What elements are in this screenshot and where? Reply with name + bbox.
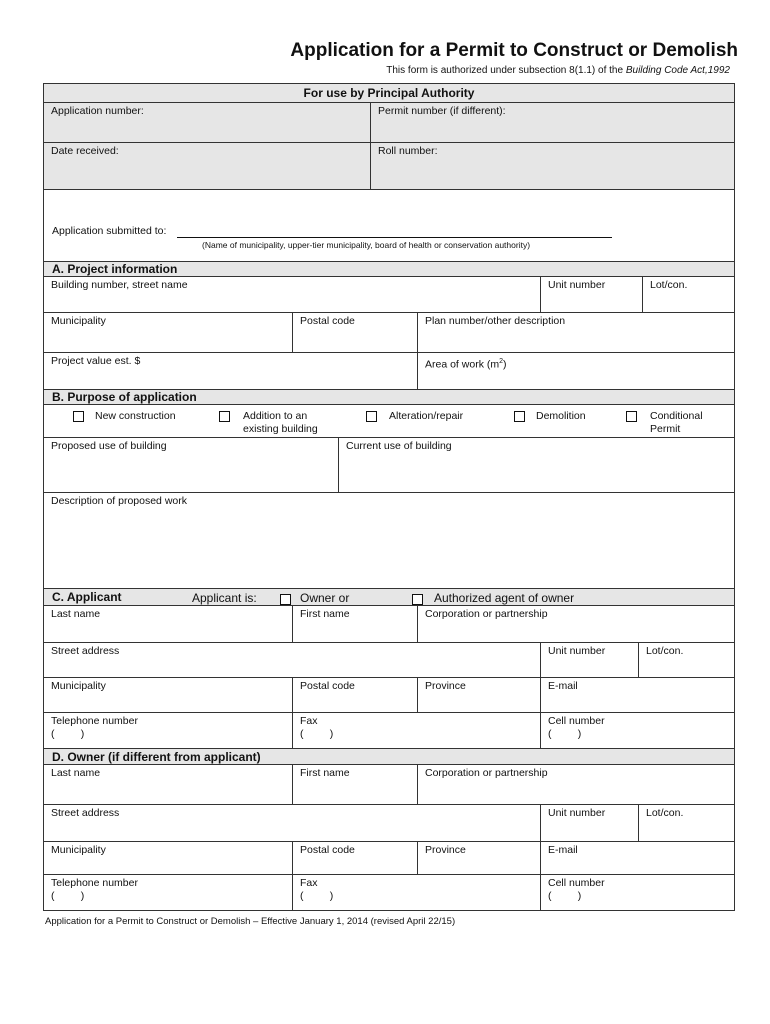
area-sup: 2 xyxy=(499,358,504,365)
applicant-unit-field[interactable]: Unit number xyxy=(541,643,639,678)
permit-form xyxy=(43,83,735,911)
agent-checkbox[interactable] xyxy=(412,594,423,605)
applicant-lot-field[interactable]: Lot/con. xyxy=(639,643,734,678)
plan-number-field[interactable]: Plan number/other description xyxy=(418,313,734,353)
applicant-cell-field[interactable] xyxy=(541,713,734,749)
owner-lot-field[interactable]: Lot/con. xyxy=(639,805,734,842)
building-number-field[interactable]: Building number, street name xyxy=(44,277,541,313)
owner-label: Owner or xyxy=(300,591,350,605)
proposed-use-field[interactable]: Proposed use of building xyxy=(44,438,339,493)
conditional-permit-checkbox[interactable] xyxy=(626,411,637,422)
current-use-field[interactable]: Current use of building xyxy=(339,438,734,493)
owner-fax-field[interactable] xyxy=(293,875,541,911)
submitted-to-note: (Name of municipality, upper-tier municipality, board of health or conservation authority) xyxy=(202,240,531,250)
owner-street-field[interactable]: Street address xyxy=(44,805,541,842)
area-label: Area of work (m xyxy=(425,358,500,371)
section-c-heading xyxy=(44,589,734,606)
roll-number-field[interactable]: Roll number: xyxy=(371,143,734,190)
cell-paren: ( ) xyxy=(548,728,582,740)
applicant-postal-field[interactable]: Postal code xyxy=(293,678,418,713)
addition-label: Addition to an xyxy=(243,410,308,422)
owner-telephone-label: Telephone number xyxy=(51,877,138,889)
owner-checkbox[interactable] xyxy=(280,594,291,605)
owner-first-name-field[interactable]: First name xyxy=(293,765,418,805)
owner-cell-field[interactable] xyxy=(541,875,734,911)
description-field[interactable]: Description of proposed work xyxy=(44,493,734,589)
new-construction-label: New construction xyxy=(95,410,176,422)
permit-number-field[interactable]: Permit number (if different): xyxy=(371,103,734,143)
new-construction-checkbox[interactable] xyxy=(73,411,84,422)
telephone-paren: ( ) xyxy=(51,728,85,740)
section-a-heading: A. Project information xyxy=(44,262,734,277)
cell-label: Cell number xyxy=(548,715,605,727)
date-received-field[interactable]: Date received: xyxy=(44,143,371,190)
form-subtitle xyxy=(0,65,730,76)
demolition-checkbox[interactable] xyxy=(514,411,525,422)
lot-con-field[interactable]: Lot/con. xyxy=(643,277,734,313)
owner-fax-label: Fax xyxy=(300,877,318,889)
project-value-field[interactable]: Project value est. $ xyxy=(44,353,418,390)
area-close: ) xyxy=(503,358,507,371)
applicant-corporation-field[interactable]: Corporation or partnership xyxy=(418,606,734,643)
telephone-label: Telephone number xyxy=(51,715,138,727)
fax-paren: ( ) xyxy=(300,728,334,740)
applicant-last-name-field[interactable]: Last name xyxy=(44,606,293,643)
owner-municipality-field[interactable]: Municipality xyxy=(44,842,293,875)
applicant-municipality-field[interactable]: Municipality xyxy=(44,678,293,713)
section-c-title: C. Applicant xyxy=(52,590,122,604)
owner-telephone-paren: ( ) xyxy=(51,890,85,902)
owner-fax-paren: ( ) xyxy=(300,890,334,902)
submitted-to-input[interactable] xyxy=(177,224,612,238)
owner-postal-field[interactable]: Postal code xyxy=(293,842,418,875)
applicant-first-name-field[interactable]: First name xyxy=(293,606,418,643)
postal-code-field[interactable]: Postal code xyxy=(293,313,418,353)
principal-authority-heading: For use by Principal Authority xyxy=(44,84,734,103)
owner-unit-field[interactable]: Unit number xyxy=(541,805,639,842)
applicant-province-field[interactable]: Province xyxy=(418,678,541,713)
owner-cell-label: Cell number xyxy=(548,877,605,889)
owner-province-field[interactable]: Province xyxy=(418,842,541,875)
form-footer: Application for a Permit to Construct or Demolish – Effective January 1, 2014 (revised April 22/15) xyxy=(45,916,456,927)
owner-email-field[interactable]: E-mail xyxy=(541,842,734,875)
owner-last-name-field[interactable]: Last name xyxy=(44,765,293,805)
addition-checkbox[interactable] xyxy=(219,411,230,422)
application-number-field[interactable]: Application number: xyxy=(44,103,371,143)
subtitle-text: This form is authorized under subsection 8(1.1) of the xyxy=(386,65,626,76)
demolition-label: Demolition xyxy=(536,410,586,422)
municipality-field[interactable]: Municipality xyxy=(44,313,293,353)
applicant-street-field[interactable]: Street address xyxy=(44,643,541,678)
section-b-heading: B. Purpose of application xyxy=(44,390,734,405)
submitted-to-label: Application submitted to: xyxy=(52,225,167,237)
alteration-label: Alteration/repair xyxy=(389,410,464,422)
alteration-checkbox[interactable] xyxy=(366,411,377,422)
owner-cell-paren: ( ) xyxy=(548,890,582,902)
fax-label: Fax xyxy=(300,715,318,727)
conditional-label-2: Permit xyxy=(650,423,681,435)
area-of-work-field[interactable] xyxy=(418,353,734,390)
owner-corporation-field[interactable]: Corporation or partnership xyxy=(418,765,734,805)
applicant-email-field[interactable]: E-mail xyxy=(541,678,734,713)
owner-telephone-field[interactable] xyxy=(44,875,293,911)
applicant-fax-field[interactable] xyxy=(293,713,541,749)
unit-number-field[interactable]: Unit number xyxy=(541,277,643,313)
agent-label: Authorized agent of owner xyxy=(434,591,575,605)
section-d-heading: D. Owner (if different from applicant) xyxy=(44,749,734,765)
conditional-label: Conditional xyxy=(650,410,703,422)
subtitle-act: Building Code Act,1992 xyxy=(625,65,730,76)
applicant-telephone-field[interactable] xyxy=(44,713,293,749)
addition-label-2: existing building xyxy=(243,423,318,435)
form-title: Application for a Permit to Construct or Demolish xyxy=(290,40,738,61)
applicant-is-label: Applicant is: xyxy=(192,591,257,605)
